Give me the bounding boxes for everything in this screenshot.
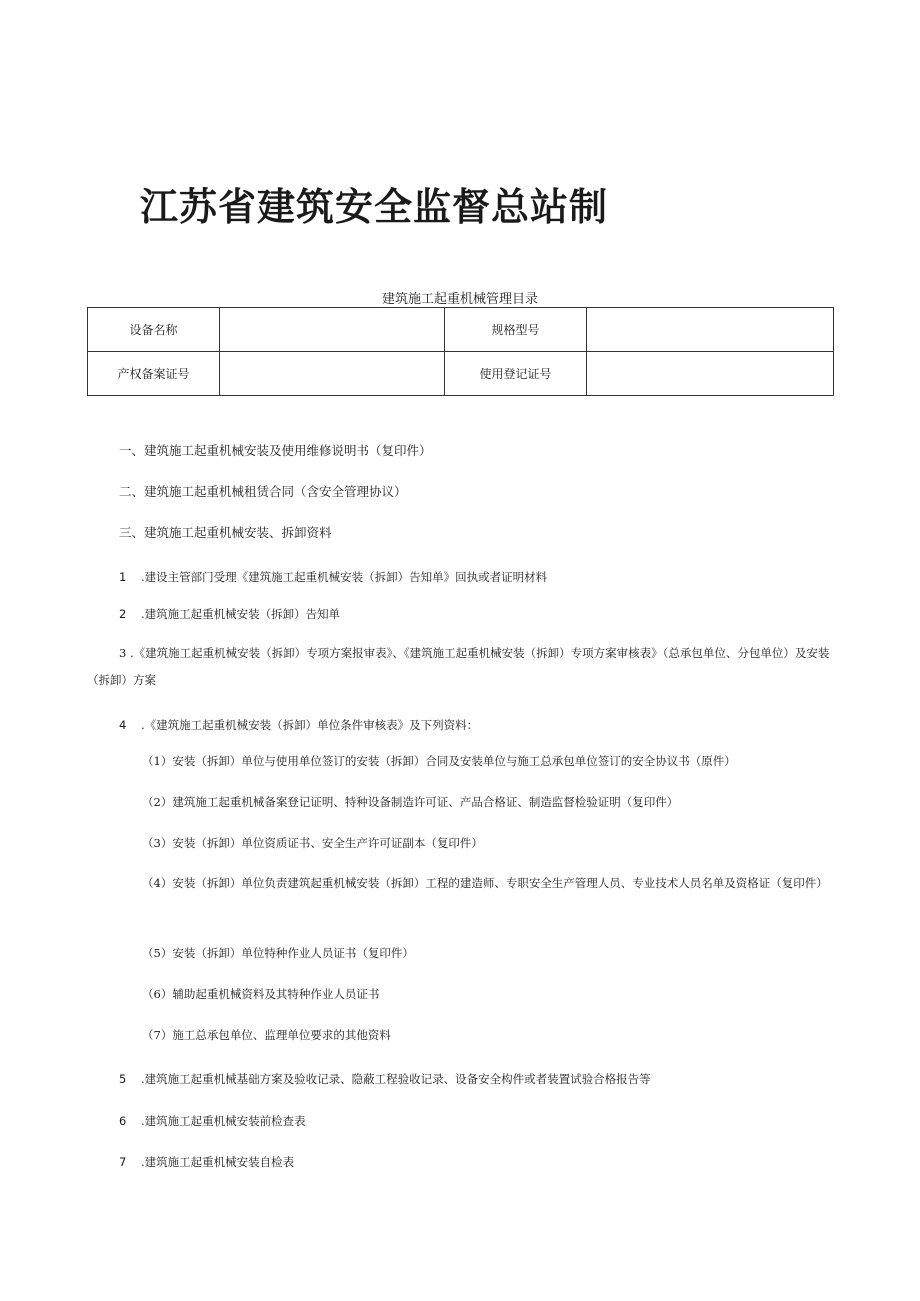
section-3: 三、建筑施工起重机械安装、拆卸资料 — [119, 525, 332, 540]
item-number: 2 — [119, 607, 127, 621]
item-text: .建筑施工起重机械安装自检表 — [141, 1155, 295, 1169]
item-number: 1 — [119, 570, 127, 584]
item-text: .建筑施工起重机械安装（拆卸）告知单 — [141, 607, 341, 621]
list-item: 3 .《建筑施工起重机械安装（拆卸）专项方案报审表》、《建筑施工起重机械安装（拆卸）专项方案审核表》（总承包单位、分包单位）及安装（拆卸）方案 — [87, 646, 830, 687]
list-item — [119, 1154, 294, 1170]
label-equipment-name: 设备名称 — [88, 308, 220, 352]
item-text: .建设主管部门受理《建筑施工起重机械安装（拆卸）告知单》回执或者证明材料 — [141, 570, 548, 584]
sub-item: （7）施工总承包单位、监理单位要求的其他资料 — [142, 1028, 391, 1042]
label-spec-model: 规格型号 — [445, 308, 587, 352]
section-2: 二、建筑施工起重机械租赁合同（含安全管理协议） — [119, 484, 407, 499]
label-property-record-no: 产权备案证号 — [88, 352, 220, 396]
item-number: 7 — [119, 1155, 127, 1169]
item-number: 5 — [119, 1072, 127, 1086]
sub-item: （4）安装（拆卸）单位负责建筑起重机械安装（拆卸）工程的建造师、专职安全生产管理人员、专业技术人员名单及资格证（复印件） — [142, 876, 828, 890]
list-item — [119, 569, 547, 585]
equipment-info-table — [87, 307, 834, 396]
sub-item: （5）安装（拆卸）单位特种作业人员证书（复印件） — [142, 946, 414, 960]
list-item — [119, 1071, 651, 1087]
table-row — [88, 352, 834, 396]
item-text: .建筑施工起重机械基础方案及验收记录、隐蔽工程验收记录、设备安全构件或者装置试验合格报告等 — [141, 1072, 651, 1086]
table-row — [88, 308, 834, 352]
list-item — [119, 606, 340, 622]
value-use-registration-no — [587, 352, 834, 396]
item-number: 4 — [119, 718, 127, 732]
sub-item: （6）辅助起重机械资料及其特种作业人员证书 — [142, 987, 380, 1001]
document-title: 建筑施工起重机械管理目录 — [381, 292, 538, 307]
sub-item: （2）建筑施工起重机械备案登记证明、特种设备制造许可证、产品合格证、制造监督检验证明（复印件） — [142, 795, 679, 809]
section-1: 一、建筑施工起重机械安装及使用维修说明书（复印件） — [119, 443, 432, 458]
value-equipment-name — [220, 308, 445, 352]
list-item — [119, 717, 478, 733]
org-title: 江苏省建筑安全监督总站制 — [140, 184, 609, 229]
value-property-record-no — [220, 352, 445, 396]
item-number: 6 — [119, 1114, 127, 1128]
list-item — [119, 1113, 306, 1129]
sub-item: （3）安装（拆卸）单位资质证书、安全生产许可证副本（复印件） — [142, 836, 483, 850]
sub-item: （1）安装（拆卸）单位与使用单位签订的安装（拆卸）合同及安装单位与施工总承包单位签订的安全协议书（原件） — [142, 754, 736, 768]
item-text: .建筑施工起重机械安装前检查表 — [141, 1114, 306, 1128]
item-text: .《建筑施工起重机械安装（拆卸）单位条件审核表》及下列资料： — [141, 718, 479, 732]
label-use-registration-no: 使用登记证号 — [445, 352, 587, 396]
value-spec-model — [587, 308, 834, 352]
